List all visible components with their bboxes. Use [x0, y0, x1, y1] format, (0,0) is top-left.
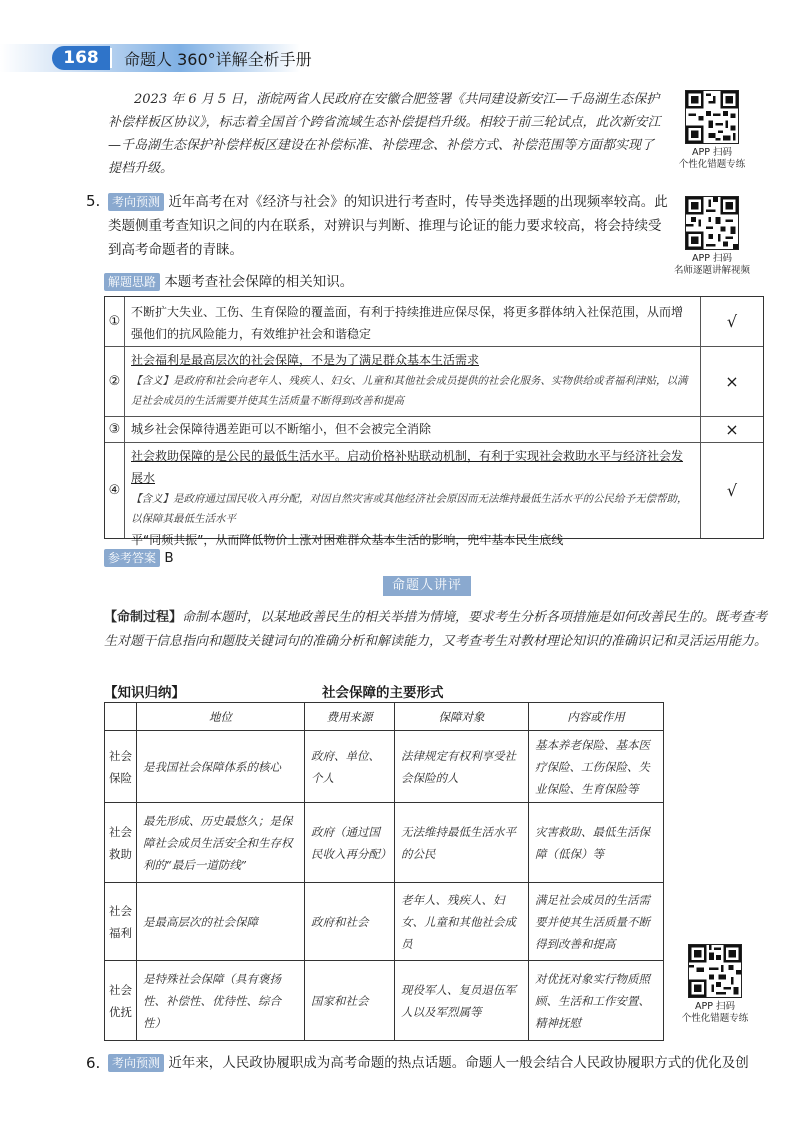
qr-caption: APP 扫码 名师逐题讲解视频	[673, 253, 750, 276]
analysis-row: ① 不断扩大失业、工伤、生育保险的覆盖面，有利于持续推进应保尽保，将更多群体纳入社保范围，从而增强他们的抗风险能力，有效维护社会和谐稳定 √	[105, 297, 763, 347]
qr-code-icon[interactable]	[688, 944, 742, 998]
answer-tag: 参考答案	[104, 549, 160, 567]
thinking-line	[104, 270, 353, 291]
answer-value: B	[164, 550, 174, 566]
forecast-tag: 考向预测	[108, 1054, 164, 1072]
analysis-table	[104, 296, 764, 547]
knowledge-label: 【知识归纳】	[104, 685, 185, 701]
intro-paragraph: 2023 年 6 月 5 日，浙皖两省人民政府在安徽合肥签署《共同建设新安江—千岛湖生态保护补偿样板区协议》，标志着全国首个跨省流域生态补偿提档升级。相较于前三轮试点，此次新安江—千岛湖生态保护补偿样板区建设在补偿标准、补偿理念、补偿方式、补偿范围等方面都实现了提档升级。	[108, 92, 661, 176]
process-paragraph: 【命制过程】命制本题时，以某地政善民生的相关举措为情境，要求考生分析各项措施是如何改善民生的。既考查考生对题干信息指向和题肢关键词句的准确分析和解读能力，又考查考生对教材理论知识的准确识记和灵活运用能力。	[104, 610, 768, 649]
cross-mark: ×	[725, 372, 739, 391]
analysis-row: ④ 社会救助保障的是公民的最低生活水平。启动价格补贴联动机制，有利于实现社会救助水平与经济社会发展水 【含义】是政府通过国民收入再分配，对因自然灾害或其他经济社会原因而无法维持最低生活水平的公民给予无偿帮助，以保障其最低生活水平 平“同频共振”，从而降低物价上涨对困难群众基本生活的影响，兜牢基本民生底线 √	[105, 443, 763, 538]
qr-caption: APP 扫码 个性化错题专练	[681, 1001, 749, 1024]
qr-code-icon[interactable]	[685, 90, 739, 144]
check-mark: √	[726, 312, 738, 331]
knowledge-table	[104, 702, 664, 1041]
page-number: 168	[52, 46, 110, 70]
analysis-row: ③ 城乡社会保障待遇差距可以不断缩小，但不会被完全消除 ×	[105, 417, 763, 443]
check-mark: √	[726, 481, 738, 500]
question-number: 5.	[86, 192, 101, 210]
table-row: 社会救助 最先形成、历史最悠久；是保障社会成员生活安全和生存权利的“最后一道防线” 政府（通过国民收入再分配） 无法维持最低生活水平的公民 灾害救助、最低生活保障（低保）等	[105, 803, 664, 883]
header-divider	[110, 48, 112, 68]
cross-mark: ×	[725, 420, 739, 439]
reference-answer	[104, 549, 174, 567]
thinking-text: 本题考查社会保障的相关知识。	[164, 274, 354, 290]
comment-title: 命题人讲评	[383, 576, 471, 596]
table-row: 社会保险 是我国社会保障体系的核心 政府、单位、个人 法律规定有权利享受社会保险的人 基本养老保险、基本医疗保险、工伤保险、失业保险、生育保险等	[105, 731, 664, 803]
table-row: 社会福利 是最高层次的社会保障 政府和社会 老年人、残疾人、妇女、儿童和其他社会成员 满足社会成员的生活需要并使其生活质量不断得到改善和提高	[105, 883, 664, 961]
table-header-row: 地位 费用来源 保障对象 内容或作用	[105, 703, 664, 731]
analysis-row: ② 社会福利是最高层次的社会保障，不是为了满足群众基本生活需求 【含义】是政府和社会向老年人、残疾人、妇女、儿童和其他社会成员提供的社会化服务、实物供给或者福利津贴，以满足社会成员的生活需要并使其生活质量不断得到改善和提高 ×	[105, 347, 763, 417]
forecast-tag: 考向预测	[108, 193, 164, 211]
question-number: 6.	[86, 1054, 101, 1072]
question-5-text: 考向预测 近年高考在对《经济与社会》的知识进行考查时，传导类选择题的出现频率较高。此类题侧重考查知识之间的内在联系，对辨识与判断、推理与论证的能力要求较高，将会持续受到高考命题者的青睐。	[108, 194, 668, 258]
knowledge-title: 社会保障的主要形式	[322, 685, 444, 701]
qr-caption: APP 扫码 个性化错题专练	[678, 147, 746, 170]
thinking-tag: 解题思路	[104, 273, 160, 291]
qr-code-icon[interactable]	[685, 196, 739, 250]
book-title: 命题人 360°详解全析手册	[124, 50, 312, 69]
table-row: 社会优抚 是特殊社会保障（具有褒扬性、补偿性、优待性、综合性） 国家和社会 现役军人、复员退伍军人以及军烈属等 对优抚对象实行物质照顾、生活和工作安置、精神抚慰	[105, 961, 664, 1041]
question-6-text: 考向预测 近年来，人民政协履职成为高考命题的热点话题。命题人一般会结合人民政协履职方式的优化及创	[108, 1051, 788, 1075]
